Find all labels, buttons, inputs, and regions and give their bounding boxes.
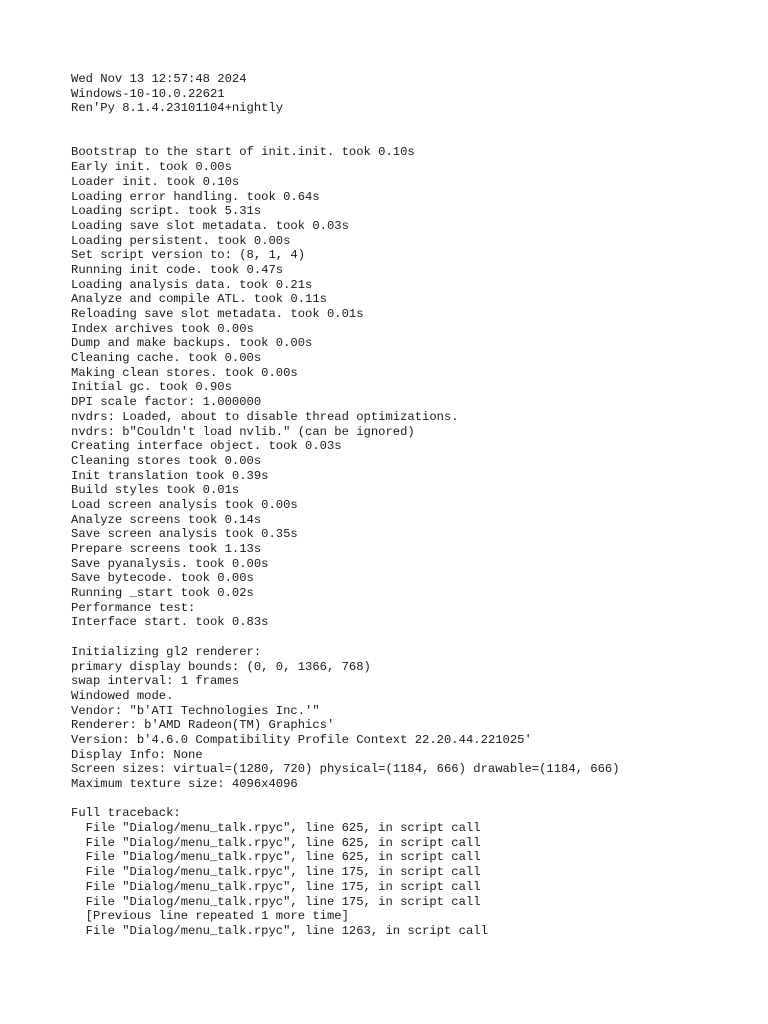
log-line: Save screen analysis took 0.35s (71, 527, 298, 542)
log-line: Version: b'4.6.0 Compatibility Profile Context 22.20.44.221025' (71, 732, 532, 747)
log-line: Analyze screens took 0.14s (71, 512, 262, 527)
log-line: Init translation took 0.39s (71, 468, 269, 483)
traceback-section (71, 806, 751, 938)
log-line: nvdrs: Loaded, about to disable thread optimizations. (71, 409, 459, 424)
log-line: Performance test: (71, 600, 196, 615)
log-line: Wed Nov 13 12:57:48 2024 (71, 72, 247, 86)
log-line: [Previous line repeated 1 more time] (71, 909, 349, 924)
log-line: Build styles took 0.01s (71, 483, 240, 498)
header-section (71, 72, 751, 116)
spacer (71, 792, 751, 807)
log-line: Loading analysis data. took 0.21s (71, 277, 313, 292)
log-line: Screen sizes: virtual=(1280, 720) physical=(1184, 666) drawable=(1184, 666) (71, 762, 620, 777)
log-line: File "Dialog/menu_talk.rpyc", line 175, in script call (71, 894, 481, 909)
spacer (71, 630, 751, 645)
log-line: Prepare screens took 1.13s (71, 542, 262, 557)
log-line: Creating interface object. took 0.03s (71, 439, 342, 454)
log-line: Vendor: "b'ATI Technologies Inc.'" (71, 703, 320, 718)
log-line: Dump and make backups. took 0.00s (71, 336, 313, 351)
log-line: Bootstrap to the start of init.init. took 0.10s (71, 145, 415, 160)
log-line: Cleaning stores took 0.00s (71, 453, 262, 468)
log-line: Save pyanalysis. took 0.00s (71, 556, 269, 571)
log-document (71, 72, 751, 939)
log-line: Display Info: None (71, 747, 203, 762)
log-line: Loading save slot metadata. took 0.03s (71, 218, 349, 233)
log-line: nvdrs: b"Couldn't load nvlib." (can be ignored) (71, 424, 415, 439)
log-line: Reloading save slot metadata. took 0.01s (71, 307, 364, 322)
log-line: Running init code. took 0.47s (71, 262, 284, 277)
log-line: Index archives took 0.00s (71, 321, 254, 336)
log-line: File "Dialog/menu_talk.rpyc", line 625, in script call (71, 835, 481, 850)
log-line: Early init. took 0.00s (71, 160, 232, 175)
log-line: Ren'Py 8.1.4.23101104+nightly (71, 101, 284, 116)
log-line: Loader init. took 0.10s (71, 174, 240, 189)
log-line: Set script version to: (8, 1, 4) (71, 248, 306, 263)
log-line: Windowed mode. (71, 688, 174, 703)
init-log-section (71, 145, 751, 630)
log-line: Loading script. took 5.31s (71, 204, 262, 219)
log-line: Running _start took 0.02s (71, 586, 254, 601)
log-line: File "Dialog/menu_talk.rpyc", line 175, in script call (71, 865, 481, 880)
log-line: Load screen analysis took 0.00s (71, 497, 298, 512)
log-line: primary display bounds: (0, 0, 1366, 768) (71, 659, 371, 674)
log-line: File "Dialog/menu_talk.rpyc", line 1263, in script call (71, 923, 488, 938)
log-line: Windows-10-10.0.22621 (71, 86, 225, 101)
log-line: Initializing gl2 renderer: (71, 644, 262, 659)
spacer (71, 116, 751, 145)
log-line: Full traceback: (71, 806, 181, 821)
log-line: Initial gc. took 0.90s (71, 380, 232, 395)
log-line: File "Dialog/menu_talk.rpyc", line 625, in script call (71, 850, 481, 865)
log-line: Renderer: b'AMD Radeon(TM) Graphics' (71, 718, 335, 733)
log-line: File "Dialog/menu_talk.rpyc", line 625, in script call (71, 821, 481, 836)
log-line: swap interval: 1 frames (71, 674, 240, 689)
log-line: Save bytecode. took 0.00s (71, 571, 254, 586)
log-line: Interface start. took 0.83s (71, 615, 269, 630)
log-line: Loading error handling. took 0.64s (71, 189, 320, 204)
log-line: Cleaning cache. took 0.00s (71, 351, 262, 366)
log-line: DPI scale factor: 1.000000 (71, 395, 262, 410)
renderer-log-section (71, 645, 751, 792)
log-line: Making clean stores. took 0.00s (71, 365, 298, 380)
log-line: Maximum texture size: 4096x4096 (71, 777, 298, 792)
log-line: Analyze and compile ATL. took 0.11s (71, 292, 327, 307)
log-line: Loading persistent. took 0.00s (71, 233, 291, 248)
log-line: File "Dialog/menu_talk.rpyc", line 175, in script call (71, 879, 481, 894)
